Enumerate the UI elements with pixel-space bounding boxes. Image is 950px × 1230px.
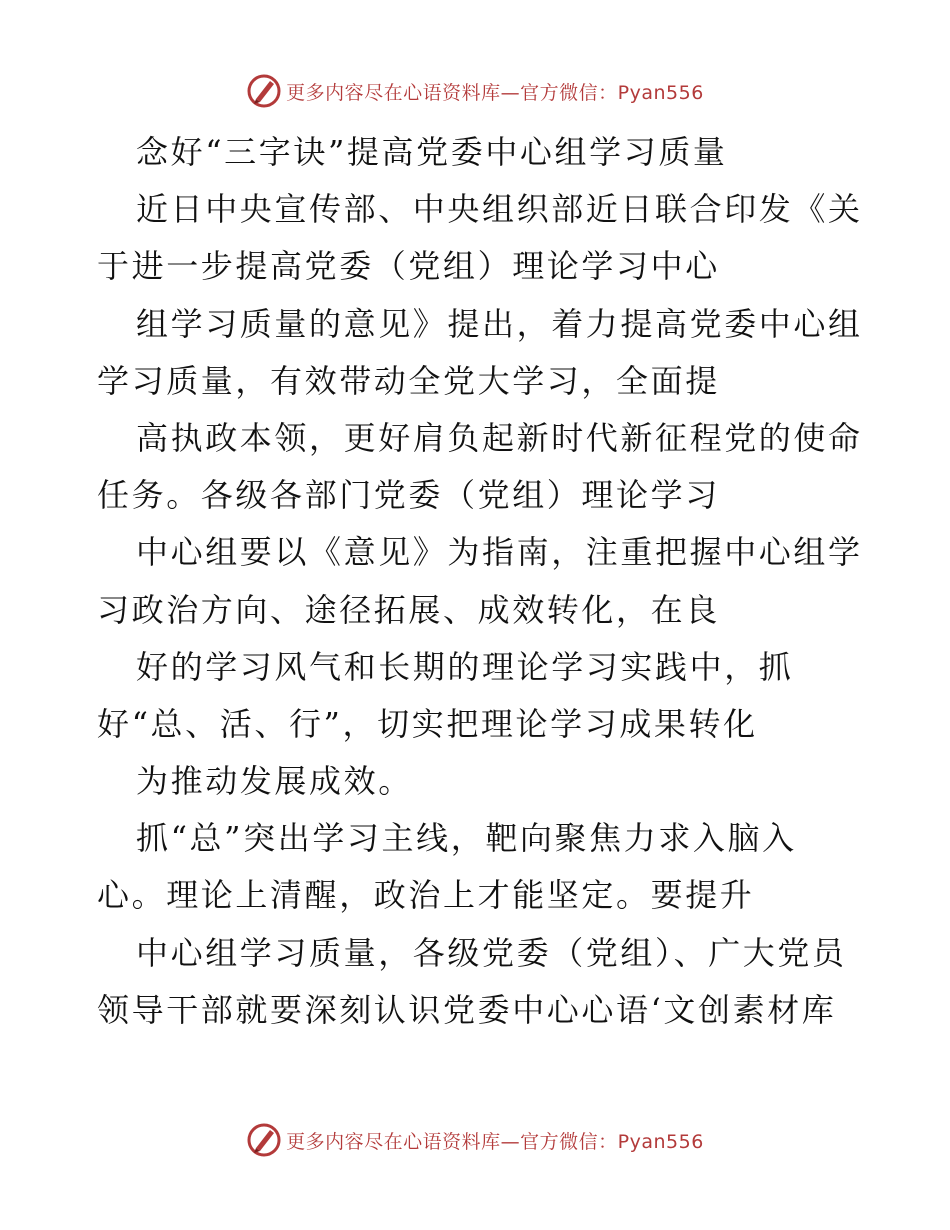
paragraph-line: 为推动发展成效。	[136, 762, 413, 801]
pen-logo-icon	[246, 1122, 282, 1158]
paragraph-line: 组学习质量的意见》提出，着力提高党委中心组	[136, 304, 863, 343]
pen-logo-icon	[246, 73, 282, 109]
paragraph-line: 抓“总”突出学习主线，靶向聚焦力求入脑入	[136, 819, 797, 858]
header-banner-text: 更多内容尽在心语资料库—官方微信：Pyan556	[286, 81, 704, 104]
paragraph-line: 习政治方向、途径拓展、成效转化，在良	[97, 590, 720, 629]
paragraph-line: 中心组要以《意见》为指南，注重把握中心组学	[136, 533, 863, 572]
paragraph-line: 中心组学习质量，各级党委（党组）、广大党员	[136, 933, 847, 972]
header-banner	[0, 71, 950, 111]
paragraph-line: 任务。各级各部门党委（党组）理论学习	[97, 476, 720, 515]
document-body	[0, 124, 950, 1039]
paragraph-line: 心。理论上清醒，政治上才能坚定。要提升	[97, 876, 755, 915]
paragraph-line: 学习质量，有效带动全党大学习，全面提	[97, 361, 720, 400]
paragraph-line: 近日中央宣传部、中央组织部近日联合印发《关	[136, 190, 863, 229]
footer-banner	[0, 1120, 950, 1160]
paragraph-line: 好的学习风气和长期的理论学习实践中，抓	[136, 647, 794, 686]
paragraph-line: 领导干部就要深刻认识党委中心心语‘文创素材库	[97, 990, 837, 1029]
paragraph-line: 于进一步提高党委（党组）理论学习中心	[97, 247, 720, 286]
document-title: 念好“三字诀”提高党委中心组学习质量	[136, 133, 728, 171]
footer-banner-text: 更多内容尽在心语资料库—官方微信：Pyan556	[286, 1130, 704, 1153]
paragraph-line: 好“总、活、行”，切实把理论学习成果转化	[97, 704, 758, 743]
paragraph-line: 高执政本领，更好肩负起新时代新征程党的使命	[136, 418, 863, 457]
